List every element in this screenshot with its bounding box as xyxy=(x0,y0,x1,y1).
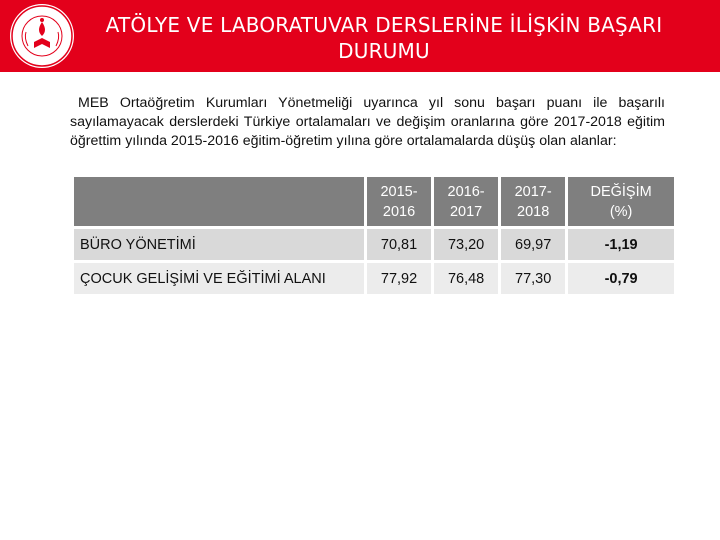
success-table xyxy=(71,174,677,297)
intro-paragraph: MEB Ortaöğretim Kurumları Yönetmeliği uyarınca yıl sonu başarı puanı ile başarılı sayılamayacak derslerdeki Türkiye ortalamaları ve değişim oranlarına göre 2017-2018 eğitim öğrettim yılında 2015-2016 eğitim-öğretim yılına göre ortalamalarda düşüş olan alanlar: xyxy=(70,95,665,149)
row-name: BÜRO YÖNETİMİ xyxy=(74,229,364,260)
header-2017-2018: 2017- 2018 xyxy=(501,177,565,226)
row-name: ÇOCUK GELİŞİMİ VE EĞİTİMİ ALANI xyxy=(74,263,364,294)
cell-2015-2016: 70,81 xyxy=(367,229,431,260)
header-2015-2016: 2015- 2016 xyxy=(367,177,431,226)
title-line-1: ATÖLYE VE LABORATUVAR DERSLERİNE İLİŞKİN BAŞARI xyxy=(105,13,663,37)
header-change: DEĞİŞİM (%) xyxy=(568,177,674,226)
cell-2016-2017: 76,48 xyxy=(434,263,498,294)
table-row xyxy=(74,229,674,260)
table-row xyxy=(74,263,674,294)
meb-logo-icon xyxy=(8,2,76,70)
cell-change: -0,79 xyxy=(568,263,674,294)
header-2016-2017: 2016- 2017 xyxy=(434,177,498,226)
header-bar xyxy=(0,0,720,72)
table-header-row xyxy=(74,177,674,226)
title-line-2: DURUMU xyxy=(338,39,430,63)
cell-2017-2018: 77,30 xyxy=(501,263,565,294)
header-blank-cell xyxy=(74,177,364,226)
cell-change: -1,19 xyxy=(568,229,674,260)
cell-2015-2016: 77,92 xyxy=(367,263,431,294)
cell-2017-2018: 69,97 xyxy=(501,229,565,260)
page-title xyxy=(84,12,684,64)
cell-2016-2017: 73,20 xyxy=(434,229,498,260)
